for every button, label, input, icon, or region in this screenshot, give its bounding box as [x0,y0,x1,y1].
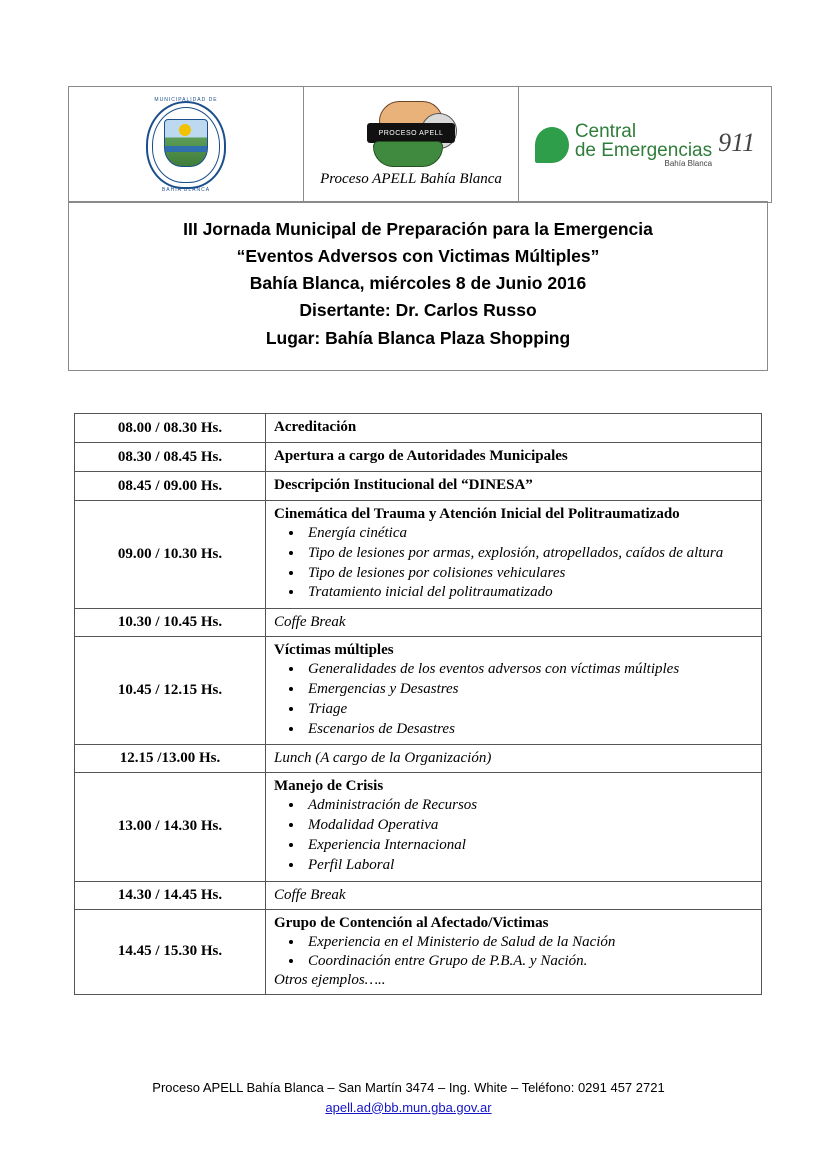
list-item: • Energía cinética [304,524,753,544]
event-title-box [68,201,768,371]
agenda-description [266,414,762,443]
agenda-description [266,443,762,472]
agenda-item-title: Acreditación [274,419,357,435]
agenda-time: 12.15 /13.00 Hs. [75,745,266,773]
list-item: • Emergencias y Desastres [304,680,753,700]
table-row [75,637,762,745]
table-row [75,745,762,773]
event-venue-line: Lugar: Bahía Blanca Plaza Shopping [265,327,571,348]
municipalidad-bahia-blanca-crest-icon [140,97,232,193]
agenda-item-title: Grupo de Contención al Afectado/Victimas [274,914,549,931]
apell-logo-icon [363,101,459,167]
agenda-time: 13.00 / 14.30 Hs. [75,773,266,881]
agenda-item-title: Cinemática del Trauma y Atención Inicial del Politraumatizado [274,506,680,522]
agenda-table-body [75,414,762,995]
event-title-line1: III Jornada Municipal de Preparación para la Emergencia [183,219,653,239]
agenda-item-note: Otros ejemplos….. [274,972,386,989]
agenda-item-title: Manejo de Crisis [274,778,384,795]
table-row [75,414,762,443]
agenda-time: 08.00 / 08.30 Hs. [75,414,266,443]
agenda-description [266,501,762,609]
apell-caption: Proceso APELL Bahía Blanca [320,171,502,187]
agenda-item-title: Descripción Institucional del “DINESA” [274,477,533,493]
list-item: • Escenarios de Desastres [304,720,753,740]
central-emergencias-line1: Central [574,120,637,142]
agenda-description [266,609,762,637]
central-emergencias-cell [519,87,772,203]
crest-text-top: MUNICIPALIDAD DE [154,96,218,103]
crest-wave [165,146,207,152]
crest-text-bottom: BAHIA BLANCA [161,186,211,193]
crest-sun-icon [179,124,191,136]
central-emergencias-line2: de Emergencias [574,139,713,161]
emergency-number-911: 911 [718,127,756,157]
list-item: • Coordinación entre Grupo de P.B.A. y Nación. [304,952,753,972]
central-emergencias-line3: Bahía Blanca [664,158,713,168]
agenda-time: 10.30 / 10.45 Hs. [75,609,266,637]
agenda-time: 08.30 / 08.45 Hs. [75,443,266,472]
document-footer [0,1078,817,1117]
agenda-description [266,637,762,745]
central-emergencias-logo [519,122,771,168]
agenda-description [266,472,762,501]
table-row [75,472,762,501]
footer-email-link[interactable]: apell.ad@bb.mun.gba.gov.ar [325,1099,492,1115]
table-row [75,443,762,472]
agenda-time: 10.45 / 12.15 Hs. [75,637,266,745]
agenda-item-title: Coffe Break [274,886,346,903]
municipal-crest-cell [69,87,304,203]
agenda-table [74,413,762,995]
table-row [75,501,762,609]
apell-band-label: PROCESO APELL [367,123,455,143]
crest-shield [164,119,208,167]
agenda-time: 14.30 / 14.45 Hs. [75,881,266,909]
agenda-description [266,773,762,881]
header-logo-table [68,86,772,203]
agenda-bullet-list [274,796,753,875]
list-item: • Tipo de lesiones por armas, explosión, atropellados, caídos de altura [304,544,753,564]
agenda-item-title: Coffe Break [274,614,346,631]
agenda-time: 09.00 / 10.30 Hs. [75,501,266,609]
event-date-line: Bahía Blanca, miércoles 8 de Junio 2016 [249,273,587,294]
list-item: • Perfil Laboral [304,856,753,876]
list-item: • Experiencia en el Ministerio de Salud de la Nación [304,933,753,953]
list-item: • Experiencia Internacional [304,836,753,856]
agenda-description [266,745,762,773]
agenda-description [266,909,762,995]
agenda-item-title: Lunch (A cargo de la Organización) [274,750,492,767]
table-row [75,773,762,881]
agenda-time: 14.45 / 15.30 Hs. [75,909,266,995]
event-speaker-line: Disertante: Dr. Carlos Russo [299,300,537,321]
apell-logo-cell [304,87,519,203]
agenda-description [266,881,762,909]
list-item: • Administración de Recursos [304,796,753,816]
list-item: • Tipo de lesiones por colisiones vehiculares [304,564,753,584]
list-item: • Triage [304,700,753,720]
event-title-line2: “Eventos Adversos con Victimas Múltiples” [236,246,600,267]
table-row [75,881,762,909]
agenda-bullet-list [274,933,753,973]
list-item: • Generalidades de los eventos adversos con víctimas múltiples [304,660,753,680]
agenda-bullet-list [274,660,753,739]
central-emergencias-text [575,122,712,168]
list-item: • Tratamiento inicial del politraumatizado [304,583,753,603]
agenda-item-title: Víctimas múltiples [274,642,394,659]
apell-hand-bottom-shape [373,141,443,167]
table-row [75,609,762,637]
list-item: • Modalidad Operativa [304,816,753,836]
leaf-icon [535,127,569,163]
header-logo-row [69,87,772,203]
footer-address-line: Proceso APELL Bahía Blanca – San Martín 3474 – Ing. White – Teléfono: 0291 457 2721 [152,1080,665,1095]
agenda-item-title: Apertura a cargo de Autoridades Municipales [274,448,568,464]
agenda-time: 08.45 / 09.00 Hs. [75,472,266,501]
agenda-bullet-list [274,524,753,603]
table-row [75,909,762,995]
